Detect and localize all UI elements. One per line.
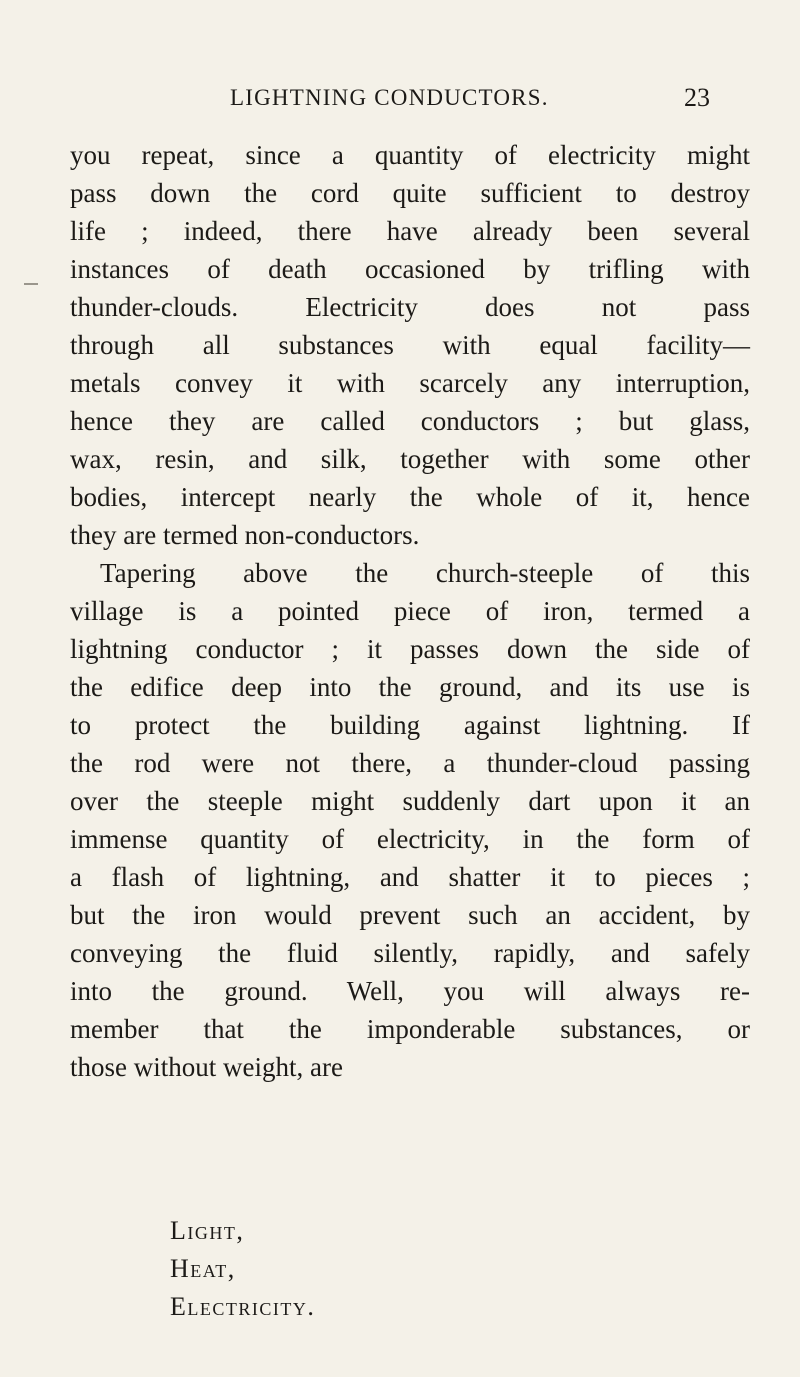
- list-item: Light,: [170, 1216, 245, 1245]
- text-line: member that the imponderable substances, or: [70, 1014, 750, 1044]
- text-line: Tapering above the church-steeple of this: [100, 558, 750, 588]
- text-line: bodies, intercept nearly the whole of it, hence: [70, 482, 750, 512]
- text-line: conveying the fluid silently, rapidly, and safely: [70, 938, 750, 968]
- text-line: hence they are called conductors ; but glass,: [70, 406, 750, 436]
- text-line: instances of death occasioned by trifling with: [70, 254, 750, 284]
- text-line: lightning conductor ; it passes down the side of: [70, 634, 750, 664]
- text-line: through all substances with equal facility—: [70, 330, 750, 360]
- text-line: those without weight, are: [70, 1052, 343, 1082]
- text-line: but the iron would prevent such an accident, by: [70, 900, 750, 930]
- text-line: a flash of lightning, and shatter it to pieces ;: [70, 862, 750, 892]
- text-line: the edifice deep into the ground, and its use is: [70, 672, 750, 702]
- text-line: they are termed non-conductors.: [70, 520, 420, 550]
- body-text: [70, 136, 750, 1086]
- margin-mark: [24, 283, 38, 285]
- text-line: wax, resin, and silk, together with some other: [70, 444, 750, 474]
- running-title: LIGHTNING CONDUCTORS.: [230, 85, 549, 110]
- list-item: Electricity.: [170, 1292, 316, 1321]
- text-line: to protect the building against lightning. If: [70, 710, 750, 740]
- text-line: life ; indeed, there have already been several: [70, 216, 750, 246]
- text-line: into the ground. Well, you will always re-: [70, 976, 750, 1006]
- imponderables-list: [170, 1212, 570, 1326]
- text-line: over the steeple might suddenly dart upon it an: [70, 786, 750, 816]
- text-line: metals convey it with scarcely any interruption,: [70, 368, 750, 398]
- text-line: village is a pointed piece of iron, termed a: [70, 596, 750, 626]
- running-head: [230, 83, 710, 113]
- text-line: the rod were not there, a thunder-cloud passing: [70, 748, 750, 778]
- page-number: 23: [684, 83, 710, 112]
- text-line: thunder-clouds. Electricity does not pass: [70, 292, 750, 322]
- list-item: Heat,: [170, 1254, 236, 1283]
- text-line: pass down the cord quite sufficient to destroy: [70, 178, 750, 208]
- text-line: you repeat, since a quantity of electricity might: [70, 140, 750, 170]
- text-line: immense quantity of electricity, in the form of: [70, 824, 750, 854]
